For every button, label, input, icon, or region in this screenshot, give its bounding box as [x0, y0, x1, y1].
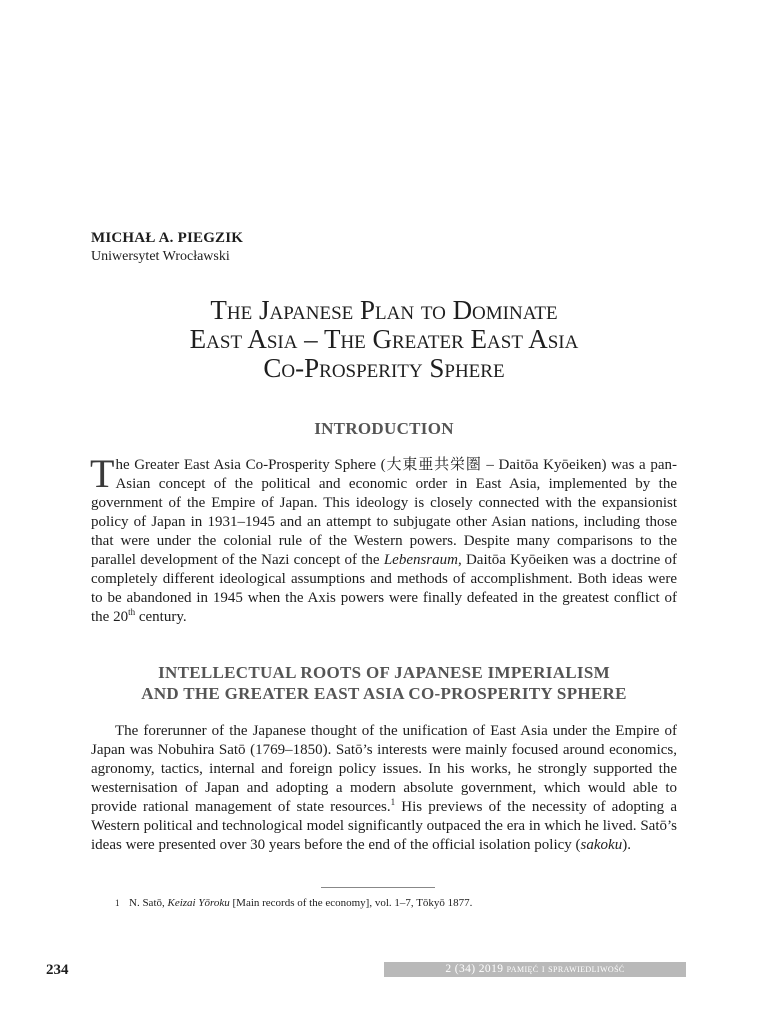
- section-heading-line-2: AND THE GREATER EAST ASIA CO-PROSPERITY SPHERE: [141, 684, 627, 703]
- intro-text-b: , Daitōa Kyōeiken was a doctrine of completely different ideological assumptions and methods of accomplishment. Both ideas were to be abandoned in 1945 when the Axis powers were finally defeated in the greatest conflict of the 20: [91, 552, 677, 625]
- ordinal-superscript: th: [128, 607, 136, 617]
- author-affiliation: Uniwersytet Wrocławski: [91, 249, 230, 264]
- section-heading-intellectual-roots: [80, 662, 688, 704]
- roots-paragraph: [91, 722, 677, 855]
- footnote-text-b: [Main records of the economy], vol. 1–7, Tōkyō 1877.: [229, 897, 473, 909]
- title-line-2: East Asia – The Greater East Asia: [189, 324, 579, 354]
- intro-text-c: century.: [135, 609, 187, 625]
- intro-italic-term: Lebensraum: [383, 552, 458, 568]
- footnote-text-a: N. Satō,: [129, 897, 168, 909]
- title-line-1: The Japanese Plan to Dominate: [210, 295, 558, 325]
- section-heading-line-1: INTELLECTUAL ROOTS OF JAPANESE IMPERIALISM: [158, 663, 610, 682]
- footnote-reference[interactable]: 1: [390, 797, 396, 807]
- footnote-italic-title: Keizai Yōroku: [167, 897, 230, 909]
- page-number: 234: [46, 962, 69, 978]
- footnote: [115, 896, 472, 910]
- article-title: [80, 296, 688, 383]
- roots-text-c: ).: [622, 837, 631, 853]
- drop-cap: T: [90, 451, 115, 496]
- title-line-3: Co-Prosperity Sphere: [263, 353, 505, 383]
- intro-text-a: he Greater East Asia Co-Prosperity Sphere (大東亜共栄圏 – Daitōa Kyōeiken) was a pan-Asian concept of the political and economic order in East Asia, implemented by the government of the Empire of Japan. This ideology is closely connected with the expansionist policy of Japan in 1931–1945 and an attempt to subjugate other Asian nations, including those that were under the colonial rule of the Western powers. Despite many comparisons to the parallel development of the Nazi concept of the: [91, 457, 677, 568]
- intro-paragraph: [90, 451, 677, 627]
- author-name: MICHAŁ A. PIEGZIK: [91, 230, 244, 246]
- footnote-number: 1: [115, 898, 120, 908]
- journal-footer-band: 2 (34) 2019 pamięć i sprawiedliwość: [384, 962, 686, 977]
- footnote-divider: [321, 887, 435, 888]
- roots-italic-term: sakoku: [580, 837, 623, 853]
- roots-text-b: His previews of the necessity of adopting a Western political and technological model significantly outpaced the era in which he lived. Satō’s ideas were presented over 30 years before the end of the official isolation policy (: [91, 799, 678, 853]
- roots-text-a: The forerunner of the Japanese thought of the unification of East Asia under the Empire of Japan was Nobuhira Satō (1769–1850). Satō’s interests were mainly focused around economics, agronomy, tactics, internal and foreign policy issues. In his works, he strongly supported the westernisation of Japan and adopting a modern absolute government, which would able to provide rational management of state resources.: [91, 723, 677, 815]
- section-heading-introduction: INTRODUCTION: [314, 419, 454, 438]
